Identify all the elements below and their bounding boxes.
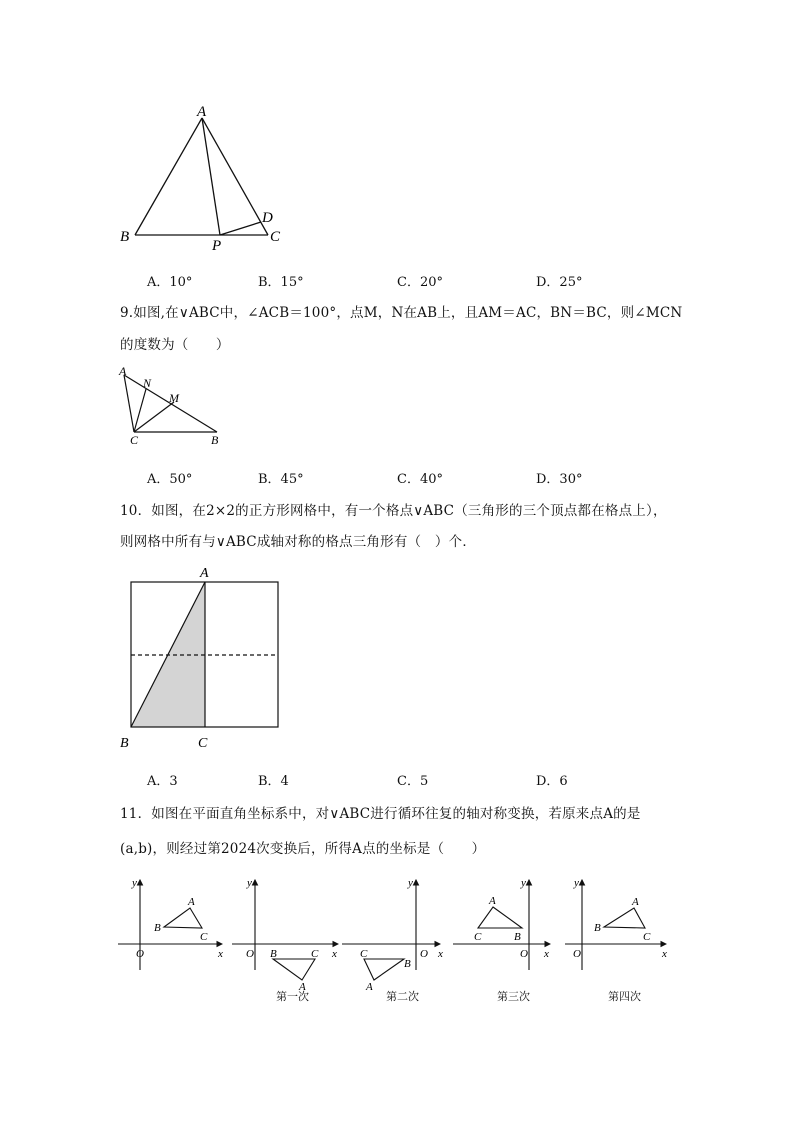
q10-label-b: B [120, 736, 129, 751]
q11-p2-y: y [408, 877, 413, 889]
q11-p1-c: C [311, 948, 319, 960]
q11-p2-x: x [438, 948, 443, 960]
q8-label-a: A [197, 104, 207, 120]
q8-label-c: C [270, 229, 281, 245]
q8-label-d: D [262, 210, 273, 226]
q11-p3-c: C [474, 931, 482, 943]
q11-p0-x: x [218, 948, 223, 960]
q11-p4-b: B [594, 922, 601, 934]
q11-p4-o: O [573, 948, 581, 960]
q11-p3-b: B [514, 931, 521, 943]
q10-stem-line1: 10．如图，在2×2的正方形网格中，有一个格点∨ABC（三角形的三个顶点都在格点上）， [120, 503, 667, 519]
q8-label-b: B [120, 229, 130, 245]
q10-option-a[interactable]: A．3 [147, 774, 178, 789]
q11-p4-y: y [574, 877, 579, 889]
q11-stem-line1: 11．如图在平面直角坐标系中，对∨ABC进行循环往复的轴对称变换，若原来点A的是 [120, 806, 641, 822]
q9-label-n: N [143, 376, 152, 390]
q10-label-a: A [200, 566, 209, 581]
q11-p3-y: y [521, 877, 526, 889]
q8-option-a[interactable]: A．10° [147, 275, 193, 290]
q9-option-d[interactable]: D．30° [536, 472, 583, 487]
q10-option-c[interactable]: C．5 [397, 774, 429, 789]
q8-option-d[interactable]: D．25° [536, 275, 583, 290]
q11-caption-1: 第一次 [276, 990, 309, 1003]
q11-p4-a: A [632, 896, 639, 908]
q11-caption-4: 第四次 [608, 990, 641, 1003]
q11-caption-2: 第二次 [386, 990, 419, 1003]
q10-stem-line2: 则网格中所有与∨ABC成轴对称的格点三角形有（ ）个． [120, 534, 477, 550]
q11-p4-c: C [643, 931, 651, 943]
q9-label-c: C [130, 433, 139, 447]
q8-triangle-figure [110, 100, 310, 260]
q9-stem-line2: 的度数为（ ） [120, 337, 230, 353]
q10-grid-figure [114, 562, 294, 754]
q11-p0-c: C [200, 931, 208, 943]
q10-label-c: C [198, 736, 208, 751]
q9-option-a[interactable]: A．50° [147, 472, 193, 487]
q11-p2-a: A [366, 981, 373, 993]
q9-label-b: B [211, 433, 219, 447]
q9-label-a: A [119, 364, 127, 378]
q11-coordinate-panels [110, 870, 690, 1010]
q11-p0-o: O [136, 948, 144, 960]
q11-p1-y: y [247, 877, 252, 889]
q11-p2-c: C [360, 948, 368, 960]
q9-triangle-figure [114, 362, 234, 448]
q9-label-m: M [169, 391, 179, 405]
q11-caption-3: 第三次 [497, 990, 530, 1003]
q11-p0-y: y [132, 877, 137, 889]
q11-p1-o: O [246, 948, 254, 960]
q11-p3-x: x [544, 948, 549, 960]
q11-p2-o: O [420, 948, 428, 960]
q11-p0-a: A [188, 896, 195, 908]
q11-p3-a: A [489, 895, 496, 907]
q11-p3-o: O [520, 948, 528, 960]
q11-p1-x: x [332, 948, 337, 960]
q11-p0-b: B [154, 922, 161, 934]
q8-label-p: P [212, 238, 222, 254]
q11-stem-line2: (a,b)，则经过第2024次变换后，所得A点的坐标是（ ） [120, 841, 486, 857]
q11-p4-x: x [662, 948, 667, 960]
q9-option-c[interactable]: C．40° [397, 472, 443, 487]
q9-stem-line1: 9.如图,在∨ABC中，∠ACB＝100°，点M，N在AB上，且AM＝AC，BN＝BC，则∠MCN [120, 305, 683, 321]
q10-option-b[interactable]: B．4 [258, 774, 289, 789]
q11-p1-a: A [299, 981, 306, 993]
q11-p2-b: B [404, 958, 411, 970]
q8-option-c[interactable]: C．20° [397, 275, 443, 290]
q9-option-b[interactable]: B．45° [258, 472, 304, 487]
q8-option-b[interactable]: B．15° [258, 275, 304, 290]
q11-p1-b: B [270, 948, 277, 960]
q10-option-d[interactable]: D．6 [536, 774, 568, 789]
